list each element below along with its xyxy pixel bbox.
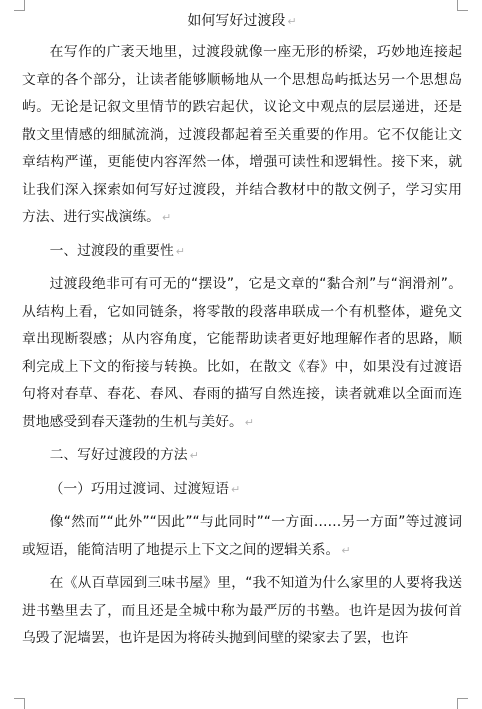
crop-mark-bottom-left	[14, 698, 25, 709]
paragraph-mark: ↵	[341, 543, 351, 557]
paragraph-mark: ↵	[287, 15, 297, 28]
section-heading-importance-text: 一、过渡段的重要性	[49, 242, 174, 259]
paragraph-mark: ↵	[175, 244, 185, 258]
section-heading-methods-text: 二、写好过渡段的方法	[49, 447, 188, 463]
transition-words-paragraph-text: 像“然而”“此外”“因此”“与此同时”“一方面……另一方面”等过渡词或短语，能简洁明了地提示上下文之间的逻辑关系。	[22, 514, 462, 558]
crop-mark-bottom-right	[457, 698, 468, 709]
paragraph-mark: ↵	[161, 211, 172, 224]
paragraph-mark: ↵	[230, 482, 241, 496]
example-paragraph	[22, 570, 462, 653]
transition-words-paragraph	[22, 509, 462, 564]
example-paragraph-text: 在《从百草园到三味书屋》里，“我不知道为什么家里的人要将我送进书塾里去了，而且还是全城中称为最严厉的书塾。也许是因为拔何首乌毁了泥墙罢，也许是因为将砖头抛到间壁的梁家去了罢，也许	[22, 575, 462, 646]
subsection-heading-text: （一）巧用过渡词、过渡短语	[49, 480, 229, 497]
subsection-heading-transition-words	[22, 476, 462, 504]
paragraph-mark: ↵	[189, 449, 199, 462]
intro-paragraph	[22, 39, 462, 232]
section-heading-importance	[22, 238, 462, 266]
document-title-text: 如何写好过渡段	[187, 13, 286, 29]
document-body[interactable]	[22, 10, 462, 659]
intro-paragraph-text: 在写作的广袤天地里，过渡段就像一座无形的桥梁，巧妙地连接起文章的各个部分，让读者能够顺畅地从一个思想岛屿抵达另一个思想岛屿。无论是记叙文里情节的跌宕起伏，议论文中观点的层层递进，还是散文里情感的细腻流淌，过渡段都起着至关重要的作用。它不仅能让文章结构严谨，更能使内容浑然一体，增强可读性和逻辑性。接下来，就让我们深入探索如何写好过渡段，并结合教材中的散文例子，学习实用方法、进行实战演练。	[22, 44, 462, 225]
importance-paragraph-text: 过渡段绝非可有可无的“摆设”，它是文章的“黏合剂”与“润滑剂”。从结构上看，它如同链条，将零散的段落串联成一个有机整体，避免文章出现断裂感；从内容角度，它能帮助读者更好地理解作者的思路，顺利完成上下文的衔接与转换。比如，在散文《春》中，如果没有过渡语句将对春草、春花、春风、春雨的描写自然连接，读者就难以全面而连贯地感受到春天蓬勃的生机与美好。	[22, 276, 462, 430]
importance-paragraph	[22, 271, 462, 436]
document-title	[22, 10, 462, 32]
paragraph-mark: ↵	[244, 415, 254, 429]
section-heading-methods	[22, 442, 462, 470]
